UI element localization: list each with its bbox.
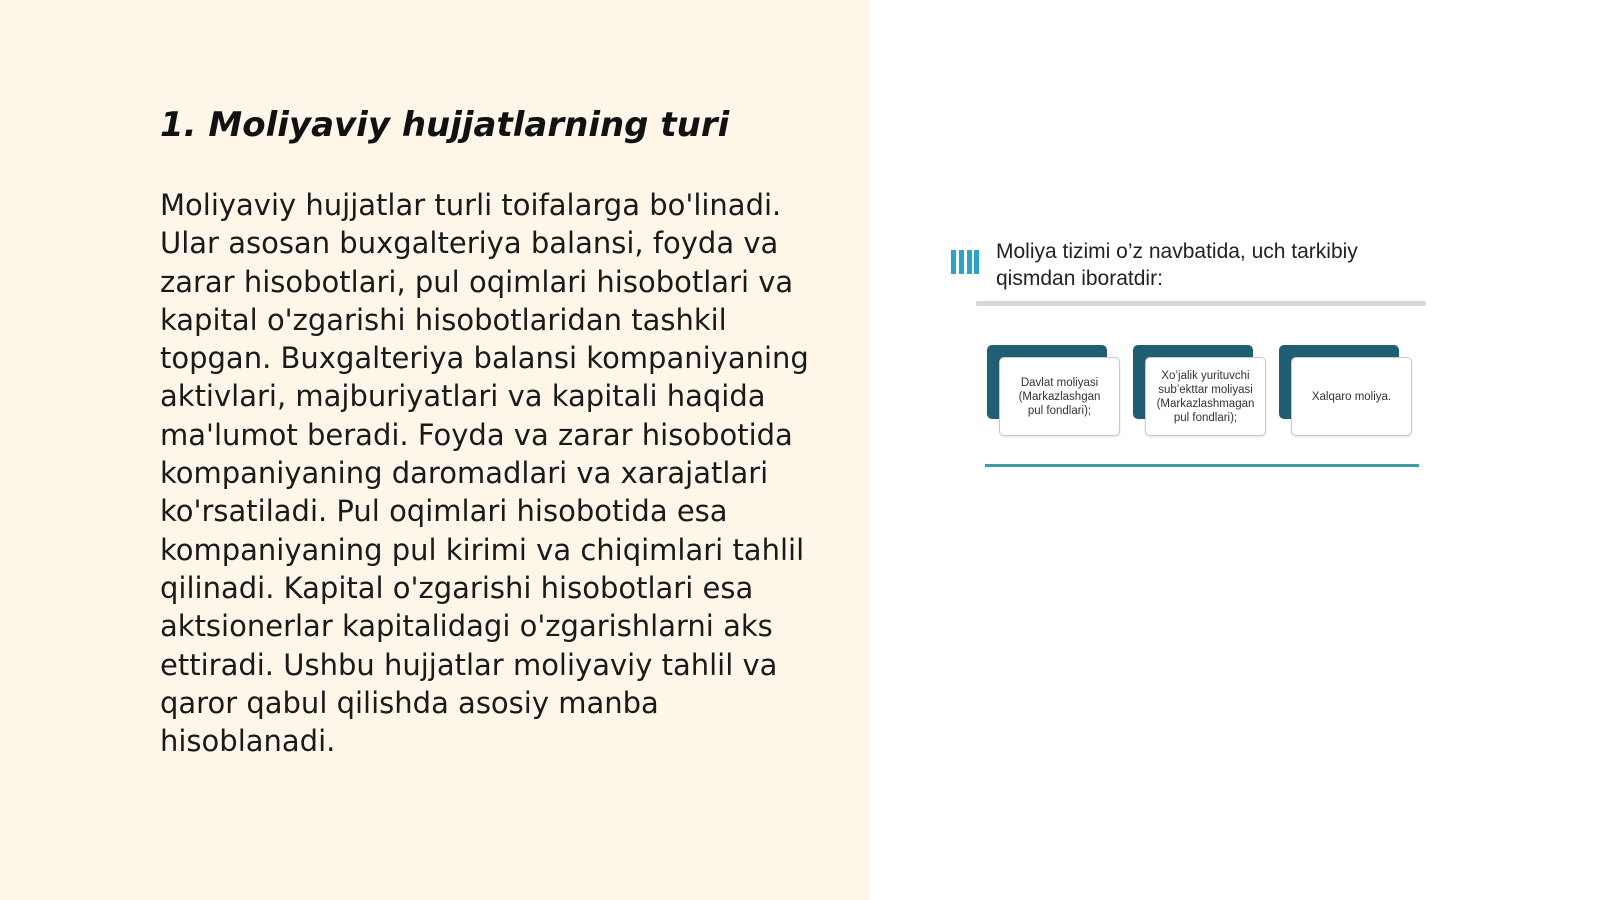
- body-line: hisoblanadi.: [160, 724, 336, 759]
- card-label: [1312, 390, 1391, 404]
- card-line: Xalqaro moliya.: [1311, 390, 1392, 403]
- card-state-finance: [987, 345, 1122, 440]
- figure-heading: [996, 238, 1426, 292]
- card-line: pul fondlari);: [1173, 411, 1238, 424]
- finance-system-figure: [945, 232, 1430, 472]
- card-label: [1157, 369, 1255, 425]
- body-line: kompaniyaning daromadlari va xarajatlari: [160, 456, 769, 491]
- card-line: pul fondlari);: [1027, 404, 1092, 417]
- body-line: ettiradi. Ushbu hujjatlar moliyaviy tahlil va: [160, 647, 778, 682]
- body-line: Ular asosan buxgalteriya balansi, foyda va: [160, 226, 779, 261]
- body-line: qilinadi. Kapital o'zgarishi hisobotlari esa: [160, 570, 754, 605]
- body-line: Moliyaviy hujjatlar turli toifalarga bo'linadi.: [160, 188, 782, 222]
- card-line: Xo’jalik yurituvchi: [1161, 369, 1250, 382]
- body-line: topgan. Buxgalteriya balansi kompaniyaning: [160, 341, 809, 376]
- card-body: [1145, 357, 1266, 436]
- body-line: aktsionerlar kapitalidagi o'zgarishlarni aks: [160, 609, 773, 644]
- card-body: [999, 357, 1120, 436]
- card-line: sub’ekttar moliyasi: [1158, 383, 1253, 396]
- figure-divider: [976, 301, 1426, 306]
- figure-heading-line: Moliya tizimi o’z navbatida, uch tarkibiy: [996, 240, 1358, 263]
- card-body: [1291, 357, 1412, 436]
- card-line: (Markazlashmagan: [1156, 397, 1255, 410]
- card-line: (Markazlashgan: [1018, 390, 1101, 403]
- body-line: ma'lumot beradi. Foyda va zarar hisobotida: [160, 417, 793, 452]
- card-business-finance: [1133, 345, 1268, 440]
- body-line: kompaniyaning pul kirimi va chiqimlari tahlil: [160, 532, 805, 567]
- card-line: Davlat moliyasi: [1020, 376, 1099, 389]
- body-line: aktivlari, majburiyatlari va kapitali haqida: [160, 379, 766, 414]
- vertical-bars-icon: [950, 248, 980, 276]
- figure-bottom-rule: [985, 464, 1419, 467]
- figure-heading-line: qismdan iboratdir:: [996, 267, 1163, 290]
- body-line: kapital o'zgarishi hisobotlaridan tashkil: [160, 302, 727, 337]
- card-label: [1019, 376, 1101, 418]
- body-line: zarar hisobotlari, pul oqimlari hisobotlari va: [160, 264, 794, 299]
- body-line: qaror qabul qilishda asosiy manba: [160, 685, 659, 720]
- slide-title: 1. Moliyaviy hujjatlarning turi: [160, 105, 730, 145]
- body-paragraph: [160, 186, 840, 760]
- body-line: ko'rsatiladi. Pul oqimlari hisobotida esa: [160, 494, 728, 529]
- card-international-finance: [1279, 345, 1414, 440]
